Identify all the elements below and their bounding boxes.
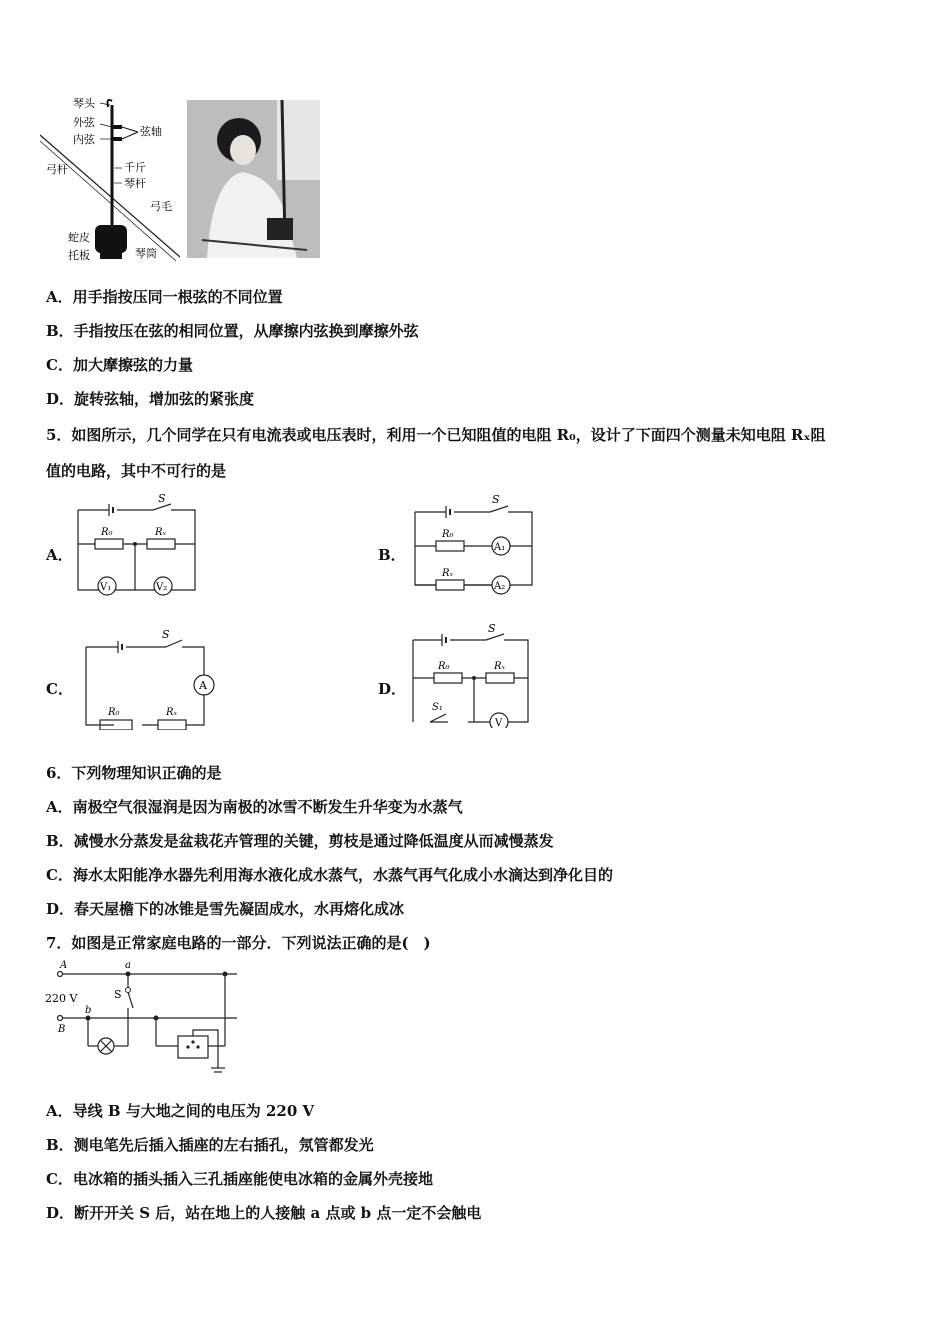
label-shepi: 蛇皮 — [68, 231, 90, 244]
q7-option-a: A．导线 B 与大地之间的电压为 220 V — [46, 1102, 315, 1120]
circuit-c — [82, 625, 217, 730]
label-neixian: 内弦 — [73, 133, 95, 146]
circuit-a-switch: S — [158, 492, 166, 505]
circuit-d-rx: Rₓ — [494, 661, 506, 672]
circuit-b-r0: R₀ — [442, 529, 454, 540]
circuit-d-voltmeter: V — [495, 718, 503, 728]
circuit-c-r0: R₀ — [108, 707, 120, 718]
q7-label-a: A — [60, 960, 68, 971]
circuit-a-v2: V₂ — [156, 582, 168, 593]
circuit-b-a1: A₁ — [494, 542, 506, 553]
q6-option-b: B．减慢水分蒸发是盆栽花卉管理的关键，剪枝是通过降低温度从而减慢蒸发 — [46, 832, 554, 850]
q7-option-d: D．断开开关 S 后，站在地上的人接触 a 点或 b 点一定不会触电 — [46, 1204, 482, 1222]
q6-option-c: C．海水太阳能净水器先利用海水液化成水蒸气，水蒸气再气化成小水滴达到净化目的 — [46, 866, 613, 884]
q7-option-c: C．电冰箱的插头插入三孔插座能使电冰箱的金属外壳接地 — [46, 1170, 433, 1188]
label-qintou: 琴头 — [73, 97, 95, 110]
erhu-diagram — [40, 95, 180, 265]
circuit-c-switch: S — [162, 628, 170, 641]
q4-option-d: D．旋转弦轴，增加弦的紧张度 — [46, 390, 255, 408]
household-circuit-diagram — [42, 958, 247, 1088]
label-gonggan: 弓杆 — [46, 163, 68, 176]
circuit-d-switch: S — [488, 622, 496, 635]
q6-option-d: D．春天屋檐下的冰锥是雪先凝固成水，水再熔化成冰 — [46, 900, 405, 918]
q5-letter-c: C． — [46, 680, 73, 698]
circuit-a-v1: V₁ — [100, 582, 112, 593]
q7-option-b: B．测电笔先后插入插座的左右插孔，氖管都发光 — [46, 1136, 374, 1154]
label-qianjin: 千斤 — [124, 161, 146, 174]
label-xianzhou: 弦轴 — [140, 125, 162, 138]
q7-label-b-line: B — [58, 1024, 66, 1035]
q5-letter-a: A． — [46, 546, 73, 564]
q6-stem: 6．下列物理知识正确的是 — [46, 764, 222, 782]
label-qintong: 琴筒 — [135, 247, 157, 260]
circuit-c-ammeter: A — [199, 679, 207, 692]
circuit-a — [75, 492, 200, 597]
q7-label-switch: S — [114, 988, 122, 1001]
circuit-b-switch: S — [492, 493, 500, 506]
q5-stem-line1: 5．如图所示，几个同学在只有电流表或电压表时，利用一个已知阻值的电阻 R₀，设计了下面四个测量未知电阻 Rₓ阻 — [46, 426, 826, 444]
label-qingan: 琴杆 — [124, 177, 146, 190]
q5-letter-d: D． — [378, 680, 407, 698]
q7-label-a-point: a — [125, 960, 131, 971]
erhu-player-photo — [187, 100, 320, 258]
q4-option-c: C．加大摩擦弦的力量 — [46, 356, 193, 374]
q7-stem: 7．如图是正常家庭电路的一部分．下列说法正确的是( ) — [46, 934, 431, 952]
circuit-b — [412, 490, 537, 595]
circuit-d — [410, 622, 535, 728]
circuit-d-switch-s1: S₁ — [432, 702, 443, 713]
label-waixian: 外弦 — [73, 116, 95, 129]
q7-label-b-point: b — [85, 1005, 92, 1016]
q7-label-voltage: 220 V — [45, 992, 78, 1005]
q5-letter-b: B． — [378, 546, 406, 564]
q4-option-b: B．手指按压在弦的相同位置，从摩擦内弦换到摩擦外弦 — [46, 322, 419, 340]
circuit-c-rx: Rₓ — [166, 707, 178, 718]
circuit-a-rx: Rₓ — [155, 527, 167, 538]
q4-option-a: A．用手指按压同一根弦的不同位置 — [46, 288, 283, 306]
label-gongmao: 弓毛 — [150, 200, 172, 213]
q5-stem-line2: 值的电路，其中不可行的是 — [46, 462, 227, 480]
circuit-a-r0: R₀ — [101, 527, 113, 538]
circuit-d-r0: R₀ — [438, 661, 450, 672]
q6-option-a: A．南极空气很湿润是因为南极的冰雪不断发生升华变为水蒸气 — [46, 798, 463, 816]
circuit-b-a2: A₂ — [494, 581, 506, 592]
circuit-b-rx: Rₓ — [442, 568, 454, 579]
label-tuoban: 托板 — [68, 249, 90, 262]
